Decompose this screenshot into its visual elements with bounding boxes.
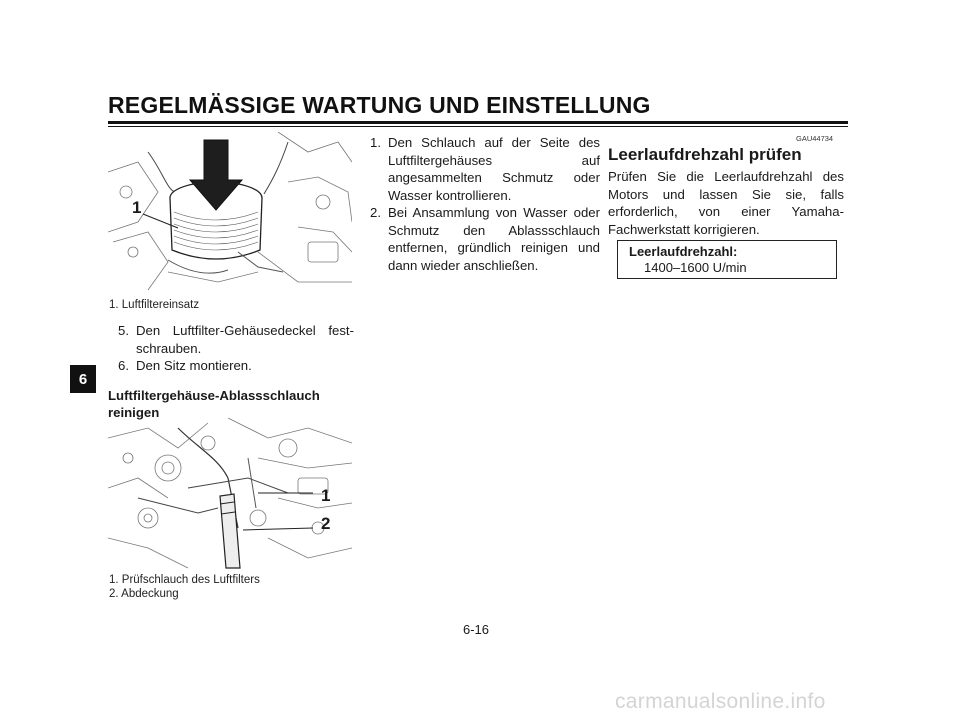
watermark: carmanualsonline.info [615,690,826,713]
list-item: 6. Den Sitz montieren. [118,358,252,373]
list-item: 5. Den Luftfilter-Gehäusedeckel festschrauben. [118,323,354,356]
header-rule-thick [108,121,848,124]
section-title: Leerlaufdrehzahl prüfen [608,145,802,164]
steps-left-list [118,322,354,375]
subheading: Luftfiltergehäuse-Ablassschlauch reinigen [108,388,320,420]
spec-label: Leerlaufdrehzahl: [629,244,738,259]
header-rule-thin [108,126,848,127]
spec-box [617,240,837,279]
figure2-callout-1: 1 [321,486,331,505]
figure1-callout: 1 [132,198,142,217]
figure1-caption: 1. Luftfiltereinsatz [109,299,200,311]
section-paragraph: Prüfen Sie die Leerlaufdrehzahl des Motors und lassen Sie sie, falls erforderlich, von einer Yamaha-Fachwerkstatt korrigieren. [608,169,844,237]
list-item: 2. Bei Ansammlung von Wasser oder Schmutz den Ablassschlauch entfernen, gründlich reinigen und dann wieder anschließen. [370,205,600,273]
page-number: 6-16 [463,622,490,637]
figure2-callout-2: 2 [321,514,331,533]
section-code: GAU44734 [796,134,834,143]
list-item: 1. Den Schlauch auf der Seite des Luftfiltergehäuses auf angesammelten Schmutz oder Wasser kontrollieren. [370,135,600,203]
page-header-title: REGELMÄSSIGE WARTUNG UND EINSTELLUNG [108,92,651,118]
air-filter-illustration [108,132,352,292]
figure2-caption-2: 2. Abdeckung [109,588,179,600]
steps-middle-list [370,134,600,274]
chapter-tab: 6 [70,365,96,393]
spec-value: 1400–1600 U/min [644,260,747,275]
figure2-caption-1: 1. Prüfschlauch des Luftfilters [109,574,260,586]
drain-hose-illustration [108,418,352,570]
